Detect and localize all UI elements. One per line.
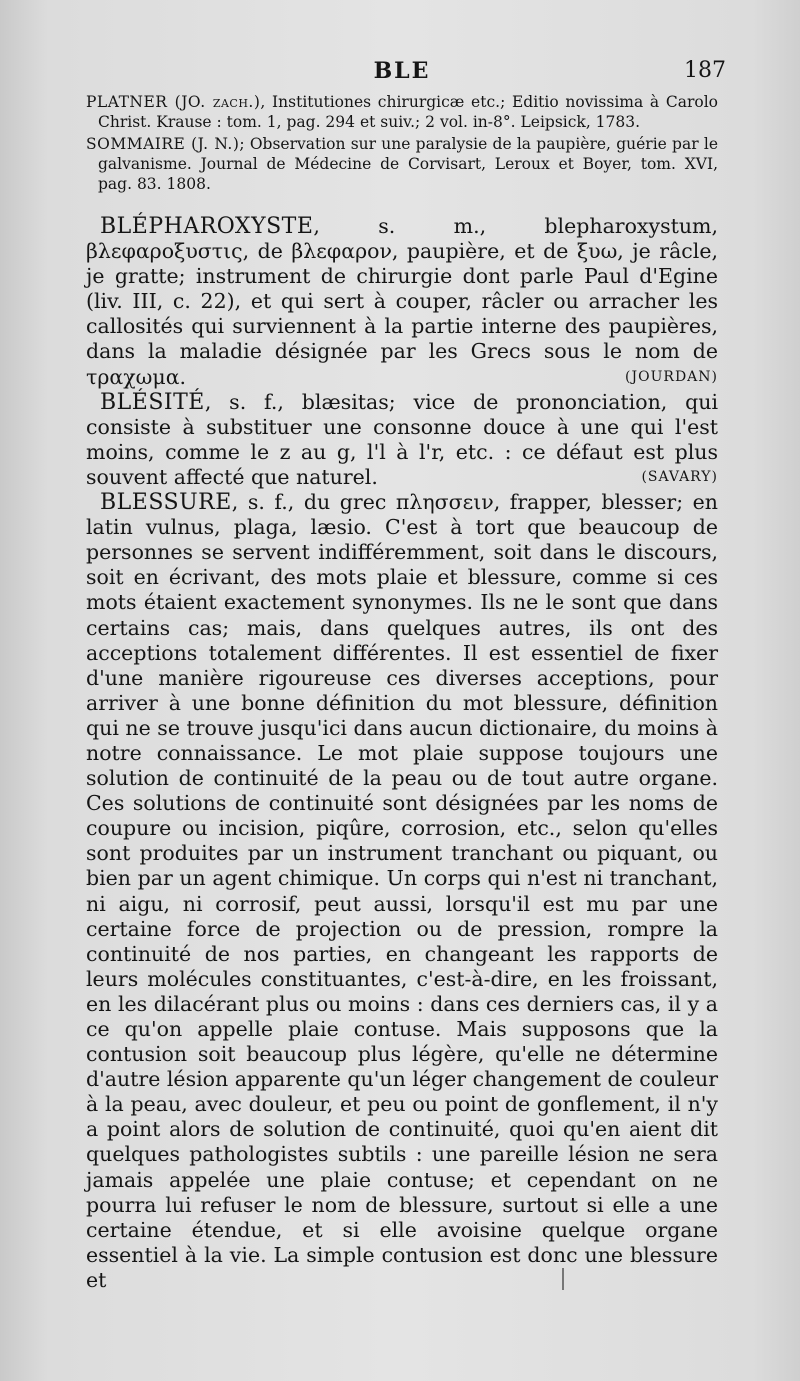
bibliography [86,92,718,194]
print-mark [562,1268,564,1290]
bibliography-author: PLATNER (JO. zach.) [86,93,261,111]
dictionary-entry [86,390,718,490]
entry-body: , s. f., du grec πλησσειν, frapper, blesser; en latin vulnus, plaga, læsio. C'est à tort que beaucoup de personnes se servent indifféremment, soit dans le discours, soit en écrivant, des mots plaie et blessure, comme si ces mots étaient exactement synonymes. Ils ne le sont que dans certains cas; mais, dans quelques autres, ils ont des acceptions totalement différentes. Il est essentiel de fixer d'une manière rigoureuse ces diverses acceptions, pour arriver à une bonne définition du mot blessure, définition qui ne se trouve jusqu'ici dans aucun dictionaire, du moins à notre connaissance. Le mot plaie suppose toujours une solution de continuité de la peau ou de tout autre organe. Ces solutions de continuité sont désignées par les noms de coupure ou incision, piqûre, corrosion, etc., selon qu'elles sont produites par un instrument tranchant ou piquant, ou bien par un agent chimique. Un corps qui n'est ni tranchant, ni aigu, ni corrosif, peut aussi, lorsqu'il est mu par une certaine force de projection ou de pression, rompre la continuité de nos parties, en changeant les rapports de leurs molécules constituantes, c'est-à-dire, en les froissant, en les dilacérant plus ou moins : dans ces derniers cas, il y a ce qu'on appelle plaie contuse. Mais supposons que la contusion soit beaucoup plus légère, qu'elle ne détermine d'autre lésion apparente qu'un léger changement de couleur à la peau, avec douleur, et peu ou point de gonflement, il n'y a point alors de solution de continuité, quoi qu'en aient dit quelques pathologistes subtils : une pareille lésion ne sera jamais appelée une plaie contuse; et cependant on ne pourra lui refuser le nom de blessure, surtout si elle a une certaine étendue, et si elle avoisine quelque organe essentiel à la vie. La simple contusion est donc une blessure et [86,490,718,1292]
running-head [86,52,726,92]
entry-headword: BLÉSITÉ [100,389,205,415]
entry-body: , s. m., blepharoxystum, βλεφαροξυστις, de βλεφαρον, paupière, et de ξυω, je râcle, je gratte; instrument de chirurgie dont parle Paul d'Egine (liv. III, c. 22), et qui sert à couper, râcler ou arracher les callosités qui surviennent à la partie interne des paupières, dans la maladie désignée par les Grecs sous le nom de τραχωμα. [86,214,718,389]
bibliography-item [86,92,718,132]
entry-headword: BLESSURE [100,490,232,516]
dictionary-entries [86,214,718,1293]
bibliography-text: , Institutiones chirurgicæ etc.; Editio novissima à Carolo Christ. Krause : tom. 1, pag. 294 et suiv.; 2 vol. in-8°. Leipsick, 1783. [98,93,718,131]
entry-headword: BLÉPHAROXYSTE [100,214,314,239]
bibliography-author: SOMMAIRE (J. N.) [86,135,240,153]
dictionary-entry [86,214,718,390]
page-number: 187 [684,58,726,83]
dictionary-entry [86,490,718,1293]
entry-body: , s. f., blæsitas; vice de prononciation, qui consiste à substituer une consonne douce à une qui l'est moins, comme le z au g, l'l à l'r, etc. : ce défaut est plus souvent affecté que naturel. [86,389,718,489]
bibliography-text: ; Observation sur une paralysie de la paupière, guérie par le galvanisme. Journal de Médecine de Corvisart, Leroux et Boyer, tom. XVI, pag. 83. 1808. [98,135,718,193]
entry-author: (SAVARY) [641,468,718,485]
entry-author: (JOURDAN) [625,368,718,385]
bibliography-item [86,134,718,194]
running-head-word: BLE [373,58,431,84]
